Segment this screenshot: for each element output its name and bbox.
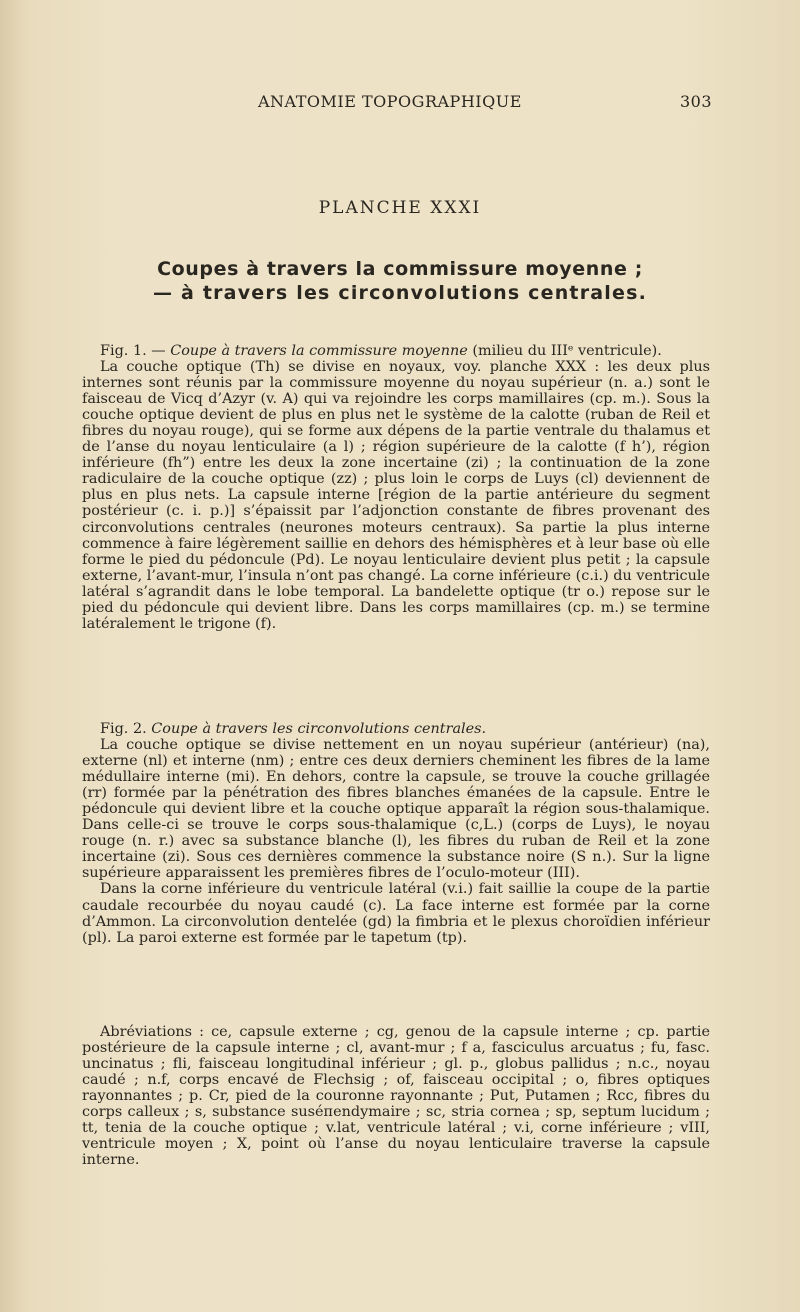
plate-title: PLANCHE XXXI	[318, 198, 482, 218]
figure-1-section	[82, 343, 710, 632]
running-header	[84, 92, 712, 118]
figure-1-caption-title: Coupe à travers la commissure moyenne	[170, 343, 468, 359]
figure-2-section	[82, 721, 710, 946]
figure-2-body-2: Dans la corne inférieure du ventricule latéral (v.i.) fait saillie la coupe de la partie caudale recourbée du noyau caudé (c). La face interne est formée par la corne d’Ammon. La circonvolution dentelée (gd) la fimbria et le plexus choroïdien inférieur (pl). La paroi externe est formée par le tapetum (tp).	[82, 881, 710, 946]
abbreviations-text: Abréviations : ce, capsule externe ; cg, genou de la capsule interne ; cp. partie postérieure de la capsule interne ; cl, avant-mur ; f a, fasciculus arcuatus ; fu, fasc. uncinatus ; fli, faisceau longitudinal inférieur ; gl. p., globus pallidus ; n.c., noyau caudé ; n.f, corps encavé de Flechsig ; of, faisceau occipital ; o, fibres optiques rayonnantes ; p. Cr, pied de la couronne rayonnante ; Put, Putamen ; Rcc, fibres du corps calleux ; s, substance suséпendymaire ; sc, stria cornea ; sp, septum lucidum ; tt, tenia de la couche optique ; v.lat, ventricule latéral ; v.i, corne inférieure ; vIII, ventricule moyen ; X, point où l’anse du noyau lenticulaire traverse la capsule interne.	[82, 1024, 710, 1169]
figure-2-body-1: La couche optique se divise nettement en un noyau supérieur (antérieur) (na), externe (nl) et interne (nm) ; entre ces deux derniers cheminent les fibres de la lame médullaire interne (mi). En dehors, contre la capsule, se trouve la couche grillagée (rr) formée par la pénétration des fibres blanches émanées de la capsule. Entre le pédoncule qui devient libre et la couche optique apparaît la région sous-thalamique. Dans celle-ci se trouve le corps sous-thalamique (c,L.) (corps de Luys), le noyau rouge (n. r.) avec sa substance blanche (l), les fibres du ruban de Reil et la zone incertaine (zi). Sous ces dernières commence la substance noire (S n.). Sur la ligne supérieure apparaissent les premières fibres de l’oculo-moteur (III).	[82, 737, 710, 882]
figure-2-caption-title: Coupe à travers les circonvolutions centrales.	[151, 721, 487, 737]
page-number: 303	[679, 92, 712, 111]
subtitle-line-2: — à travers les circonvolutions centrales.	[152, 282, 648, 304]
figure-1-caption-rest: (milieu du IIIᵉ ventricule).	[467, 343, 662, 359]
figure-2-caption	[82, 721, 710, 737]
figure-2-label: Fig. 2.	[100, 721, 147, 737]
subtitle-line-1: Coupes à travers la commissure moyenne ;	[157, 258, 643, 280]
abbreviations-section	[82, 1024, 710, 1168]
figure-1-body: La couche optique (Th) se divise en noyaux, voy. planche XXX : les deux plus internes sont réunis par la commissure moyenne du noyau supérieur (n. a.) sont le faisceau de Vicq d’Azyr (v. A) qui va rejoindre les corps mamillaires (cp. m.). Sous la couche optique devient de plus en plus net le système de la calotte (ruban de Reil et fibres du noyau rouge), qui se forme aux dépens de la partie ventrale du thalamus et de l’anse du noyau lenticulaire (a l) ; région supérieure de la calotte (f h’), région inférieure (fh”) entre les deux la zone incertaine (zi) ; la continuation de la zone radiculaire de la couche optique (zz) ; plus loin le corps de Luys (cl) deviennent de plus en plus nets. La capsule interne [région de la partie antérieure du segment postérieur (c. i. p.)] s’épaissit par l’adjonction constante de fibres provenant des circonvolutions centrales (neurones moteurs centraux). Sa partie la plus interne commence à faire légèrement saillie en dehors des hémisphères et à leur base où elle forme le pied du pédoncule (Pd). Le noyau lenticulaire devient plus petit ; la capsule externe, l’avant-mur, l’insula n’ont pas changé. La corne inférieure (c.i.) du ventricule latéral s’agrandit dans le lobe temporal. La bandelette optique (tr o.) repose sur le pied du pédoncule qui devient libre. Dans les corps mamillaires (cp. m.) se termine latéralement le trigone (f).	[82, 359, 710, 632]
figure-1-label: Fig. 1. —	[100, 343, 166, 359]
figure-1-caption	[82, 343, 710, 359]
running-title: ANATOMIE TOPOGRAPHIQUE	[258, 92, 522, 111]
